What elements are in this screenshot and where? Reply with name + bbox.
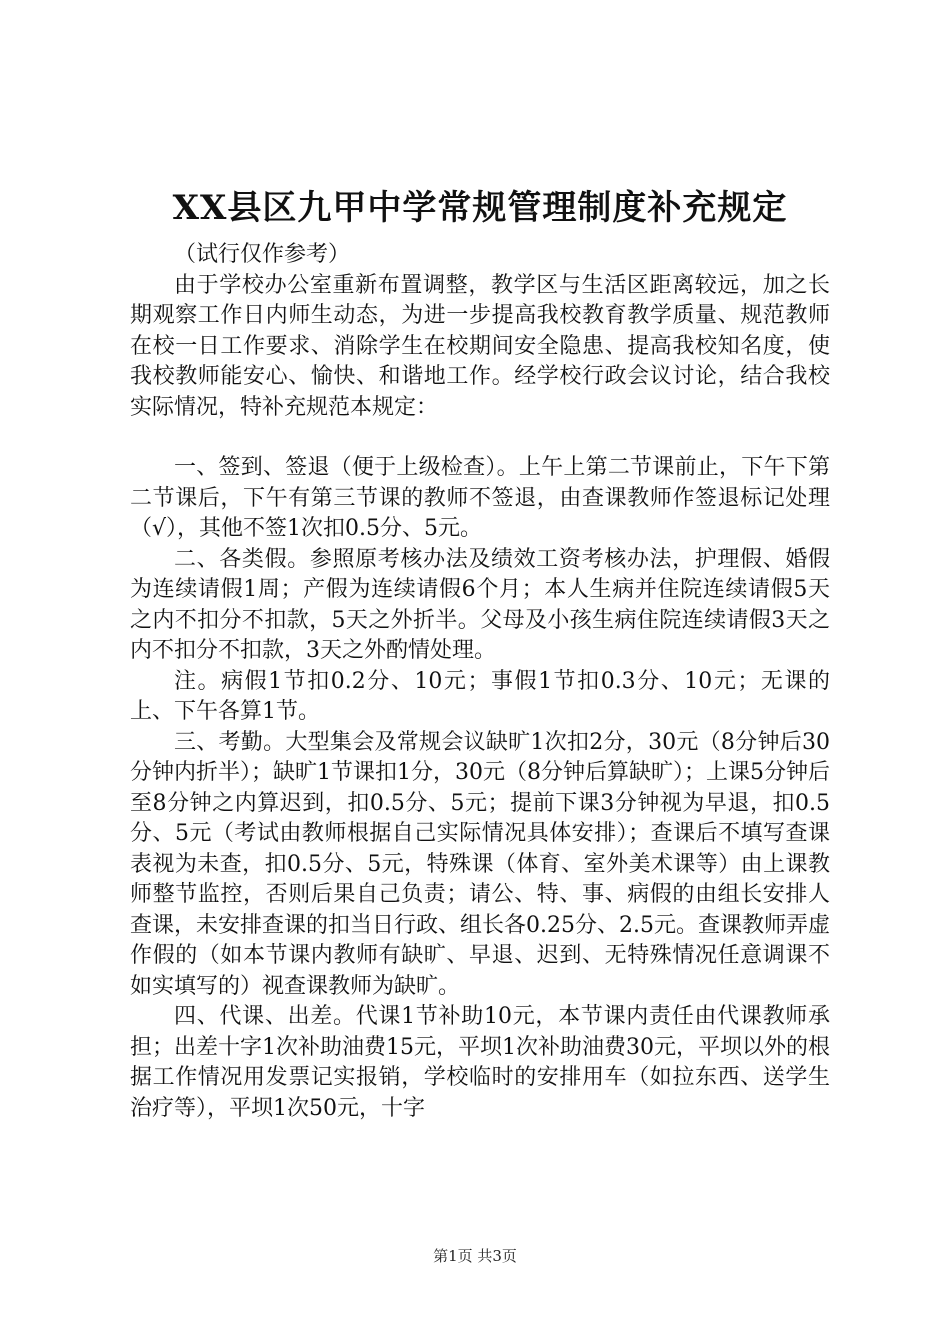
document-title: XX县区九甲中学常规管理制度补充规定	[172, 188, 788, 228]
page-footer: 第1页 共3页	[433, 1247, 517, 1265]
document-subtitle: （试行仅作参考）	[174, 242, 351, 267]
section-leave: 二、各类假。参照原考核办法及绩效工资考核办法，护理假、婚假为连续请假1周；产假为连续请假6个月；本人生病并住院连续请假5天之内不扣分不扣款，5天之外折半。父母及小孩生病住院连续请假3天之内不扣分不扣款，3天之外酌情处理。	[130, 546, 830, 663]
section-substitute-travel: 四、代课、出差。代课1节补助10元，本节课内责任由代课教师承担；出差十字1次补助油费15元，平坝1次补助油费30元，平坝以外的根据工作情况用发票记实报销，学校临时的安排用车（如拉东西、送学生治疗等），平坝1次50元，十字	[130, 1004, 830, 1121]
section-sign-in: 一、签到、签退（便于上级检查）。上午上第二节课前止，下午下第二节课后，下午有第三节课的教师不签退，由查课教师作签退标记处理（√），其他不签1次扣0.5分、5元。	[130, 455, 830, 541]
document-body	[130, 186, 830, 1124]
section-note: 注。病假1节扣0.2分、10元；事假1节扣0.3分、10元；无课的上、下午各算1节。	[130, 668, 830, 724]
intro-paragraph: 由于学校办公室重新布置调整，教学区与生活区距离较远，加之长期观察工作日内师生动态，为进一步提高我校教育教学质量、规范教师在校一日工作要求、消除学生在校期间安全隐患、提高我校知名度，使我校教师能安心、愉快、和谐地工作。经学校行政会议讨论，结合我校实际情况，特补充规范本规定：	[130, 272, 830, 420]
paragraph-gap	[130, 423, 830, 453]
section-attendance: 三、考勤。大型集会及常规会议缺旷1次扣2分，30元（8分钟后30分钟内折半）；缺旷1节课扣1分，30元（8分钟后算缺旷）；上课5分钟后至8分钟之内算迟到，扣0.5分、5元；提前下课3分钟视为早退，扣0.5分、5元（考试由教师根据自己实际情况具体安排）；查课后不填写查课表视为未查，扣0.5分、5元，特殊课（体育、室外美术课等）由上课教师整节监控，否则后果自己负责；请公、特、事、病假的由组长安排人查课，未安排查课的扣当日行政、组长各0.25分、2.5元。查课教师弄虚作假的（如本节课内教师有缺旷、早退、迟到、无特殊情况任意调课不如实填写的）视查课教师为缺旷。	[130, 729, 830, 999]
